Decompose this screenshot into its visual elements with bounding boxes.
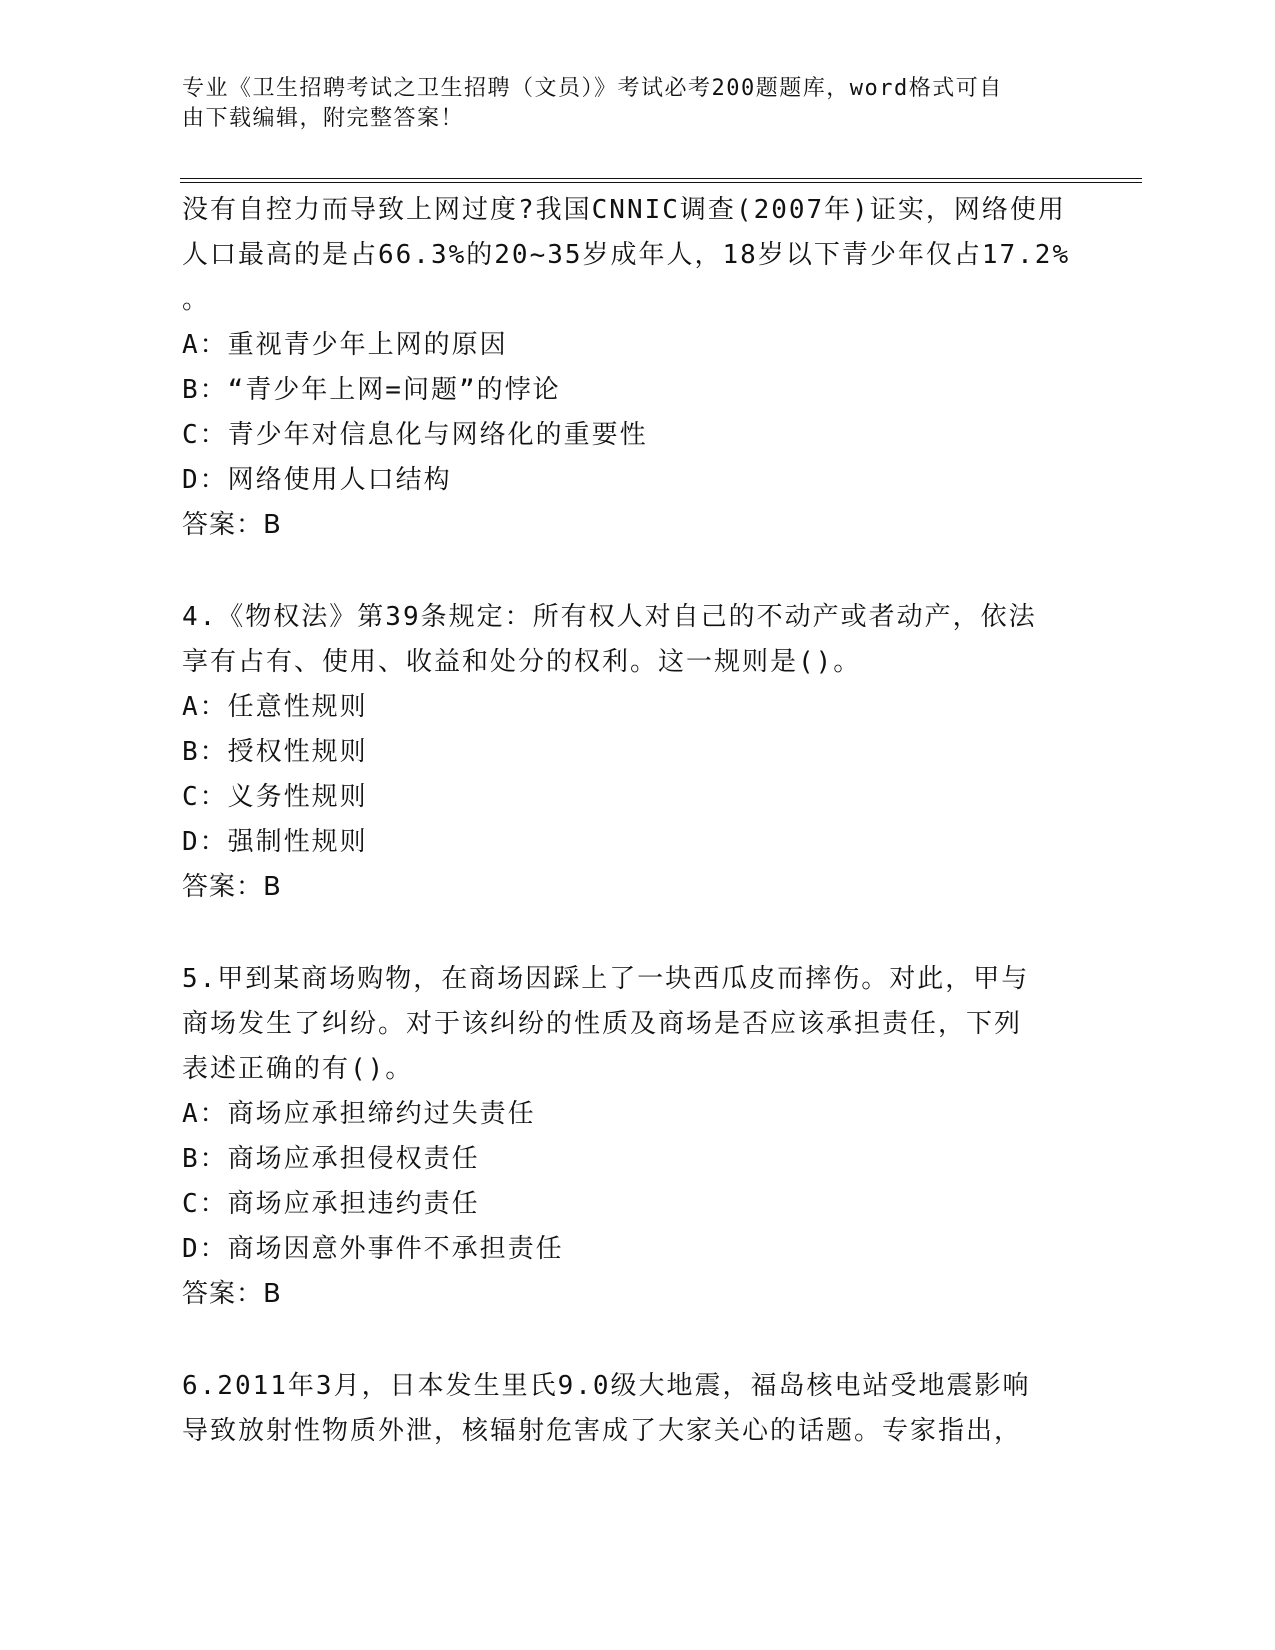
question-stem-line: 没有自控力而导致上网过度?我国CNNIC调查(2007年)证实，网络使用 <box>182 195 1066 225</box>
option-a: A：重视青少年上网的原因 <box>182 330 508 360</box>
header-line-1: 专业《卫生招聘考试之卫生招聘（文员）》考试必考200题题库，word格式可自 <box>182 76 1003 101</box>
question-5 <box>182 957 1082 1317</box>
answer-line: 答案：B <box>182 510 282 540</box>
question-stem-line: 表述正确的有()。 <box>182 1054 414 1084</box>
option-c: C：商场应承担违约责任 <box>182 1189 480 1219</box>
option-d: D：商场因意外事件不承担责任 <box>182 1234 564 1264</box>
question-stem-line: 人口最高的是占66.3%的20~35岁成年人，18岁以下青少年仅占17.2% <box>182 240 1071 270</box>
option-b: B：“青少年上网=问题”的悖论 <box>182 375 561 405</box>
question-stem-line: 5.甲到某商场购物，在商场因踩上了一块西瓜皮而摔伤。对此，甲与 <box>182 964 1030 994</box>
option-b: B：授权性规则 <box>182 737 368 767</box>
question-stem-line: 商场发生了纠纷。对于该纠纷的性质及商场是否应该承担责任，下列 <box>182 1009 1023 1039</box>
header-rule-top <box>180 178 1142 179</box>
question-stem-line: 4.《物权法》第39条规定：所有权人对自己的不动产或者动产，依法 <box>182 602 1037 632</box>
option-c: C：青少年对信息化与网络化的重要性 <box>182 420 648 450</box>
question-stem-line: 导致放射性物质外泄，核辐射危害成了大家关心的话题。专家指出， <box>182 1416 1023 1446</box>
header-line-2: 由下载编辑，附完整答案！ <box>182 106 465 131</box>
option-a: A：商场应承担缔约过失责任 <box>182 1099 536 1129</box>
question-6 <box>182 1364 1082 1454</box>
question-list <box>182 188 1082 1454</box>
question-3 <box>182 188 1082 548</box>
option-b: B：商场应承担侵权责任 <box>182 1144 480 1174</box>
question-stem-line: 。 <box>182 285 211 315</box>
question-stem-line: 享有占有、使用、收益和处分的权利。这一规则是()。 <box>182 647 862 677</box>
option-a: A：任意性规则 <box>182 692 368 722</box>
question-stem-line: 6.2011年3月，日本发生里氏9.0级大地震，福岛核电站受地震影响 <box>182 1371 1031 1401</box>
spacer <box>182 1317 1082 1364</box>
spacer <box>182 548 1082 595</box>
header-rule-bottom <box>180 182 1142 183</box>
answer-line: 答案：B <box>182 1279 282 1309</box>
document-header <box>182 74 1082 134</box>
option-d: D：网络使用人口结构 <box>182 465 452 495</box>
option-c: C：义务性规则 <box>182 782 368 812</box>
question-4 <box>182 595 1082 910</box>
option-d: D：强制性规则 <box>182 827 368 857</box>
answer-line: 答案：B <box>182 872 282 902</box>
spacer <box>182 910 1082 957</box>
